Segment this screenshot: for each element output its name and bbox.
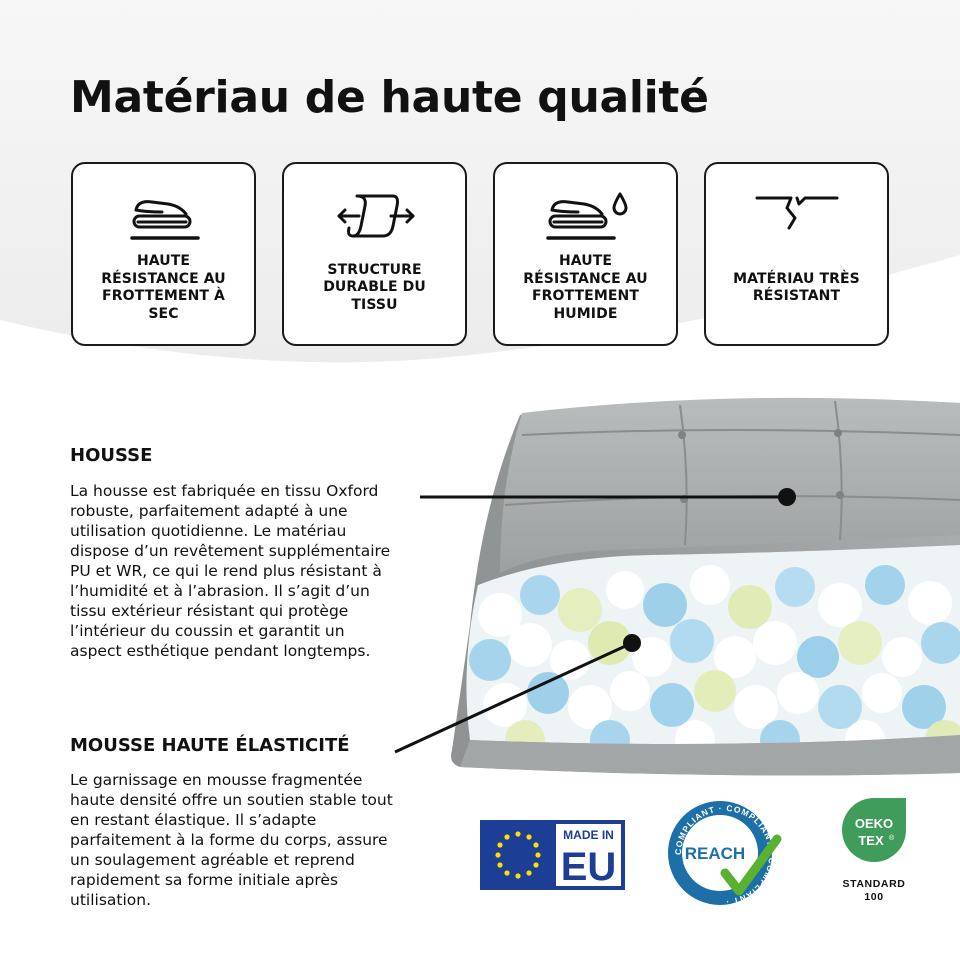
eu-badge-line1: MADE IN <box>563 828 614 842</box>
fabric-stretch-icon <box>327 182 423 246</box>
page-title: Matériau de haute qualité <box>70 72 709 123</box>
eu-badge-line2: EU <box>560 845 617 889</box>
reach-compliant-badge <box>665 795 785 915</box>
reach-ring-text: COMPLIANT · COMPLIANT · COMPLIANT · <box>672 802 778 908</box>
mousse-heading: MOUSSE HAUTE ÉLASTICITÉ <box>70 735 350 756</box>
oeko-registered: ® <box>889 835 895 842</box>
wet-rub-icon <box>538 182 634 246</box>
reach-label: REACH <box>684 844 746 863</box>
feature-card-tear-resistance <box>704 162 889 346</box>
feature-card-fabric-structure <box>282 162 467 346</box>
feature-card-dry-rub <box>71 162 256 346</box>
oeko-standard-number: 100 <box>864 891 884 903</box>
oeko-line1: OEKO <box>854 816 894 831</box>
oeko-line2: TEX <box>858 833 884 848</box>
made-in-eu-badge <box>480 820 625 890</box>
housse-heading: HOUSSE <box>70 445 153 466</box>
feature-label: HAUTE RÉSISTANCE AU FROTTEMENT HUMIDE <box>523 253 648 322</box>
oeko-standard-label: STANDARD <box>842 878 906 890</box>
mousse-description: Le garnissage en mousse fragmentée haute densité offre un soutien stable tout en restant élastique. Il s’adapte parfaitement à la forme du corps, assure un soulagement agréable et reprend rapidement sa forme initiale après utilisation. <box>70 771 393 909</box>
pillow-cutaway-illustration <box>430 395 960 780</box>
feature-label: MATÉRIAU TRÈS RÉSISTANT <box>733 270 860 304</box>
housse-description: La housse est fabriquée en tissu Oxford robuste, parfaitement adapté à une utilisation quotidienne. Le matériau dispose d’un revêtement supplémentaire PU et WR, ce qui le rend plus résistant à l’humidité et à l’abrasion. Il s’agit d’un tissu extérieur résistant qui protège l’intérieur du coussin et garantit un aspect esthétique pendant longtemps. <box>70 482 391 660</box>
feature-card-wet-rub <box>493 162 678 346</box>
tear-resistance-icon <box>749 182 845 246</box>
feature-label: HAUTE RÉSISTANCE AU FROTTEMENT À SEC <box>101 253 226 322</box>
feature-label: STRUCTURE DURABLE DU TISSU <box>323 261 426 313</box>
oeko-tex-badge <box>828 796 928 906</box>
dry-rub-icon <box>116 182 212 246</box>
